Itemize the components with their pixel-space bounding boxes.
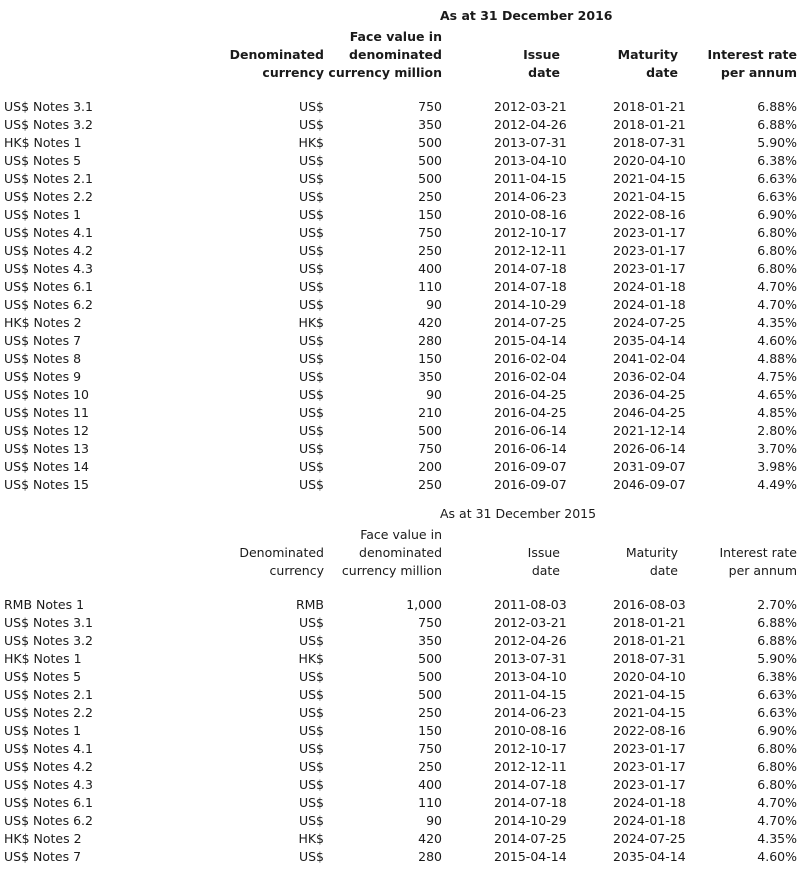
face-value-cell: 750 [418,225,442,240]
note-name-cell: RMB Notes 1 [4,597,85,612]
note-name-cell: US$ Notes 3.1 [4,615,93,630]
maturity-date-cell: 2018-01-21 [613,117,686,132]
face-value-cell: 750 [418,741,442,756]
face-value-cell: 250 [418,705,442,720]
table-row [0,170,800,188]
note-name-cell: US$ Notes 15 [4,477,89,492]
issue-date-cell: 2012-03-21 [494,615,567,630]
face-value-cell: 500 [418,687,442,702]
interest-rate-cell: 2.80% [757,423,797,438]
header-face-value [342,526,442,580]
face-value-cell: 90 [426,387,442,402]
interest-rate-cell: 4.65% [757,387,797,402]
interest-rate-cell: 6.80% [757,741,797,756]
maturity-date-cell: 2024-07-25 [613,831,686,846]
interest-rate-cell: 6.63% [757,171,797,186]
interest-rate-cell: 6.90% [757,207,797,222]
note-name-cell: HK$ Notes 1 [4,651,82,666]
issue-date-cell: 2011-04-15 [494,171,567,186]
header-face-line: currency million [341,563,442,578]
table-row [0,278,800,296]
currency-cell: US$ [298,405,324,420]
currency-cell: US$ [298,243,324,258]
face-value-cell: 1,000 [406,597,442,612]
issue-date-cell: 2012-03-21 [494,99,567,114]
header-issue-line: date [531,563,560,578]
table-row [0,440,800,458]
table-row [0,758,800,776]
header-maturity-line: Maturity [625,545,678,560]
issue-date-cell: 2012-04-26 [494,633,567,648]
note-name-cell: US$ Notes 2.1 [4,687,93,702]
interest-rate-cell: 4.35% [757,315,797,330]
header-currency-line: Denominated [239,545,324,560]
note-name-cell: US$ Notes 8 [4,351,82,366]
table-body [0,596,800,866]
header-face-line: denominated [349,47,442,62]
table-row [0,242,800,260]
table-row [0,830,800,848]
header-face-value [328,28,442,82]
issue-date-cell: 2016-04-25 [494,387,567,402]
face-value-cell: 110 [418,279,442,294]
table-row [0,686,800,704]
note-name-cell: HK$ Notes 2 [4,315,82,330]
issue-date-cell: 2012-10-17 [494,225,567,240]
currency-cell: US$ [298,423,324,438]
header-rate-line: per annum [720,65,797,80]
table-row [0,740,800,758]
currency-cell: HK$ [298,135,324,150]
currency-cell: US$ [298,849,324,864]
issue-date-cell: 2014-07-18 [494,279,567,294]
maturity-date-cell: 2018-01-21 [613,615,686,630]
currency-cell: US$ [298,777,324,792]
interest-rate-cell: 4.70% [757,297,797,312]
issue-date-cell: 2011-08-03 [494,597,567,612]
note-name-cell: US$ Notes 12 [4,423,89,438]
maturity-date-cell: 2018-07-31 [613,135,686,150]
maturity-date-cell: 2024-01-18 [613,297,686,312]
currency-cell: RMB [295,597,324,612]
face-value-cell: 200 [418,459,442,474]
maturity-date-cell: 2031-09-07 [613,459,686,474]
issue-date-cell: 2013-07-31 [494,135,567,150]
note-name-cell: US$ Notes 10 [4,387,89,402]
maturity-date-cell: 2035-04-14 [613,333,686,348]
note-name-cell: US$ Notes 2.2 [4,705,93,720]
maturity-date-cell: 2021-04-15 [613,687,686,702]
issue-date-cell: 2016-02-04 [494,369,567,384]
maturity-date-cell: 2024-07-25 [613,315,686,330]
issue-date-cell: 2013-04-10 [494,669,567,684]
interest-rate-cell: 4.60% [757,849,797,864]
face-value-cell: 90 [426,297,442,312]
face-value-cell: 400 [418,261,442,276]
maturity-date-cell: 2018-01-21 [613,99,686,114]
interest-rate-cell: 4.70% [757,813,797,828]
header-currency-line: currency [262,65,324,80]
interest-rate-cell: 3.70% [757,441,797,456]
currency-cell: US$ [298,189,324,204]
currency-cell: US$ [298,477,324,492]
header-face-line: Face value in [360,527,442,542]
table-row [0,314,800,332]
table-row [0,134,800,152]
maturity-date-cell: 2023-01-17 [613,225,686,240]
table-body [0,98,800,494]
issue-date-cell: 2014-10-29 [494,297,567,312]
issue-date-cell: 2014-10-29 [494,813,567,828]
header-interest-rate [708,46,797,82]
face-value-cell: 400 [418,777,442,792]
header-maturity-line: date [646,65,678,80]
issue-date-cell: 2012-12-11 [494,243,567,258]
face-value-cell: 90 [426,813,442,828]
currency-cell: US$ [298,333,324,348]
issue-date-cell: 2014-07-18 [494,795,567,810]
face-value-cell: 750 [418,99,442,114]
face-value-cell: 750 [418,441,442,456]
currency-cell: US$ [298,741,324,756]
note-name-cell: US$ Notes 2.1 [4,171,93,186]
face-value-cell: 500 [418,135,442,150]
maturity-date-cell: 2035-04-14 [613,849,686,864]
table-row [0,704,800,722]
face-value-cell: 420 [418,831,442,846]
interest-rate-cell: 4.70% [757,279,797,294]
note-name-cell: US$ Notes 3.2 [4,633,93,648]
interest-rate-cell: 6.63% [757,705,797,720]
header-rate-line: Interest rate [719,545,797,560]
interest-rate-cell: 4.60% [757,333,797,348]
note-name-cell: US$ Notes 6.2 [4,297,93,312]
table-row [0,458,800,476]
note-name-cell: US$ Notes 4.1 [4,225,93,240]
note-name-cell: US$ Notes 6.1 [4,795,93,810]
header-issue-line: Issue [523,47,560,62]
maturity-date-cell: 2022-08-16 [613,207,686,222]
currency-cell: US$ [298,669,324,684]
header-issue-line: Issue [527,545,560,560]
maturity-date-cell: 2020-04-10 [613,153,686,168]
issue-date-cell: 2014-06-23 [494,189,567,204]
face-value-cell: 150 [418,351,442,366]
maturity-date-cell: 2018-07-31 [613,651,686,666]
header-face-line: denominated [359,545,442,560]
table-row [0,116,800,134]
note-name-cell: US$ Notes 5 [4,669,82,684]
header-maturity-line: Maturity [617,47,678,62]
issue-date-cell: 2014-07-25 [494,831,567,846]
interest-rate-cell: 6.80% [757,777,797,792]
interest-rate-cell: 4.70% [757,795,797,810]
note-name-cell: US$ Notes 9 [4,369,82,384]
issue-date-cell: 2012-12-11 [494,759,567,774]
header-currency-line: Denominated [229,47,324,62]
table-row [0,386,800,404]
table-row [0,668,800,686]
face-value-cell: 250 [418,243,442,258]
interest-rate-cell: 6.80% [757,759,797,774]
maturity-date-cell: 2021-04-15 [613,705,686,720]
interest-rate-cell: 2.70% [757,597,797,612]
currency-cell: US$ [298,153,324,168]
table-row [0,188,800,206]
interest-rate-cell: 6.88% [757,99,797,114]
currency-cell: US$ [298,687,324,702]
note-name-cell: US$ Notes 4.3 [4,261,93,276]
interest-rate-cell: 6.90% [757,723,797,738]
currency-cell: US$ [298,795,324,810]
note-name-cell: US$ Notes 4.2 [4,759,93,774]
issue-date-cell: 2013-04-10 [494,153,567,168]
table-row [0,152,800,170]
face-value-cell: 150 [418,207,442,222]
maturity-date-cell: 2023-01-17 [613,261,686,276]
issue-date-cell: 2010-08-16 [494,207,567,222]
table-row [0,812,800,830]
table-row [0,848,800,866]
issue-date-cell: 2013-07-31 [494,651,567,666]
maturity-date-cell: 2046-04-25 [613,405,686,420]
currency-cell: US$ [298,633,324,648]
face-value-cell: 350 [418,633,442,648]
header-face-line: Face value in [349,29,442,44]
note-name-cell: HK$ Notes 2 [4,831,82,846]
issue-date-cell: 2016-06-14 [494,441,567,456]
maturity-date-cell: 2026-06-14 [613,441,686,456]
note-name-cell: US$ Notes 13 [4,441,89,456]
face-value-cell: 750 [418,615,442,630]
interest-rate-cell: 6.63% [757,189,797,204]
face-value-cell: 500 [418,153,442,168]
header-currency [230,46,324,82]
interest-rate-cell: 6.88% [757,633,797,648]
header-interest-rate [719,544,797,580]
maturity-date-cell: 2021-04-15 [613,189,686,204]
table-row [0,722,800,740]
face-value-cell: 500 [418,171,442,186]
currency-cell: US$ [298,705,324,720]
note-name-cell: US$ Notes 11 [4,405,89,420]
note-name-cell: US$ Notes 4.1 [4,741,93,756]
table-row [0,368,800,386]
maturity-date-cell: 2023-01-17 [613,777,686,792]
interest-rate-cell: 6.88% [757,615,797,630]
table-row [0,332,800,350]
interest-rate-cell: 5.90% [757,651,797,666]
header-currency-line: currency [269,563,324,578]
issue-date-cell: 2016-04-25 [494,405,567,420]
face-value-cell: 280 [418,333,442,348]
table-row [0,596,800,614]
note-name-cell: US$ Notes 6.2 [4,813,93,828]
currency-cell: US$ [298,369,324,384]
interest-rate-cell: 4.49% [757,477,797,492]
table-row [0,650,800,668]
table-row [0,632,800,650]
note-name-cell: US$ Notes 4.2 [4,243,93,258]
table-row [0,422,800,440]
header-maturity-date [626,544,678,580]
face-value-cell: 250 [418,189,442,204]
face-value-cell: 500 [418,669,442,684]
maturity-date-cell: 2020-04-10 [613,669,686,684]
note-name-cell: US$ Notes 3.2 [4,117,93,132]
table-row [0,296,800,314]
currency-cell: US$ [298,171,324,186]
face-value-cell: 350 [418,117,442,132]
maturity-date-cell: 2023-01-17 [613,759,686,774]
maturity-date-cell: 2036-04-25 [613,387,686,402]
maturity-date-cell: 2024-01-18 [613,279,686,294]
face-value-cell: 250 [418,477,442,492]
issue-date-cell: 2016-09-07 [494,477,567,492]
issue-date-cell: 2016-06-14 [494,423,567,438]
note-name-cell: US$ Notes 4.3 [4,777,93,792]
period-heading: As at 31 December 2016 [440,8,613,23]
issue-date-cell: 2014-07-25 [494,315,567,330]
maturity-date-cell: 2021-12-14 [613,423,686,438]
face-value-cell: 250 [418,759,442,774]
issue-date-cell: 2015-04-14 [494,849,567,864]
note-name-cell: US$ Notes 1 [4,723,82,738]
currency-cell: US$ [298,459,324,474]
maturity-date-cell: 2021-04-15 [613,171,686,186]
maturity-date-cell: 2024-01-18 [613,813,686,828]
face-value-cell: 280 [418,849,442,864]
header-currency [239,544,324,580]
maturity-date-cell: 2024-01-18 [613,795,686,810]
face-value-cell: 420 [418,315,442,330]
currency-cell: US$ [298,351,324,366]
issue-date-cell: 2014-06-23 [494,705,567,720]
period-heading: As at 31 December 2015 [440,506,597,521]
table-row [0,350,800,368]
currency-cell: US$ [298,99,324,114]
table-row [0,206,800,224]
issue-date-cell: 2014-07-18 [494,261,567,276]
interest-rate-cell: 4.75% [757,369,797,384]
currency-cell: US$ [298,387,324,402]
note-name-cell: US$ Notes 7 [4,333,82,348]
maturity-date-cell: 2022-08-16 [613,723,686,738]
note-name-cell: US$ Notes 7 [4,849,82,864]
table-row [0,794,800,812]
note-name-cell: US$ Notes 2.2 [4,189,93,204]
header-issue-date [523,46,560,82]
currency-cell: US$ [298,723,324,738]
currency-cell: US$ [298,225,324,240]
issue-date-cell: 2011-04-15 [494,687,567,702]
issue-date-cell: 2012-10-17 [494,741,567,756]
currency-cell: US$ [298,279,324,294]
table-row [0,98,800,116]
table-row [0,614,800,632]
note-name-cell: US$ Notes 6.1 [4,279,93,294]
maturity-date-cell: 2016-08-03 [613,597,686,612]
face-value-cell: 210 [418,405,442,420]
interest-rate-cell: 4.88% [757,351,797,366]
currency-cell: US$ [298,297,324,312]
maturity-date-cell: 2018-01-21 [613,633,686,648]
issue-date-cell: 2016-09-07 [494,459,567,474]
header-rate-line: Interest rate [707,47,797,62]
header-maturity-date [618,46,678,82]
currency-cell: US$ [298,813,324,828]
interest-rate-cell: 6.88% [757,117,797,132]
issue-date-cell: 2012-04-26 [494,117,567,132]
table-row [0,476,800,494]
note-name-cell: US$ Notes 14 [4,459,89,474]
maturity-date-cell: 2046-09-07 [613,477,686,492]
face-value-cell: 110 [418,795,442,810]
currency-cell: HK$ [298,831,324,846]
interest-rate-cell: 4.85% [757,405,797,420]
currency-cell: HK$ [298,315,324,330]
interest-rate-cell: 6.80% [757,243,797,258]
issue-date-cell: 2015-04-14 [494,333,567,348]
note-name-cell: HK$ Notes 1 [4,135,82,150]
currency-cell: HK$ [298,651,324,666]
maturity-date-cell: 2023-01-17 [613,243,686,258]
note-name-cell: US$ Notes 1 [4,207,82,222]
issue-date-cell: 2014-07-18 [494,777,567,792]
interest-rate-cell: 3.98% [757,459,797,474]
currency-cell: US$ [298,759,324,774]
maturity-date-cell: 2036-02-04 [613,369,686,384]
table-row [0,260,800,278]
header-face-line: currency million [328,65,442,80]
maturity-date-cell: 2023-01-17 [613,741,686,756]
currency-cell: US$ [298,117,324,132]
interest-rate-cell: 6.80% [757,261,797,276]
interest-rate-cell: 6.38% [757,153,797,168]
currency-cell: US$ [298,441,324,456]
note-name-cell: US$ Notes 3.1 [4,99,93,114]
interest-rate-cell: 5.90% [757,135,797,150]
note-name-cell: US$ Notes 5 [4,153,82,168]
issue-date-cell: 2010-08-16 [494,723,567,738]
currency-cell: US$ [298,615,324,630]
interest-rate-cell: 6.38% [757,669,797,684]
table-row [0,404,800,422]
header-maturity-line: date [649,563,678,578]
issue-date-cell: 2016-02-04 [494,351,567,366]
header-issue-date [528,544,560,580]
interest-rate-cell: 6.63% [757,687,797,702]
interest-rate-cell: 6.80% [757,225,797,240]
header-rate-line: per annum [728,563,797,578]
face-value-cell: 350 [418,369,442,384]
face-value-cell: 150 [418,723,442,738]
table-row [0,776,800,794]
interest-rate-cell: 4.35% [757,831,797,846]
face-value-cell: 500 [418,423,442,438]
table-row [0,224,800,242]
maturity-date-cell: 2041-02-04 [613,351,686,366]
currency-cell: US$ [298,207,324,222]
face-value-cell: 500 [418,651,442,666]
currency-cell: US$ [298,261,324,276]
header-issue-line: date [528,65,560,80]
